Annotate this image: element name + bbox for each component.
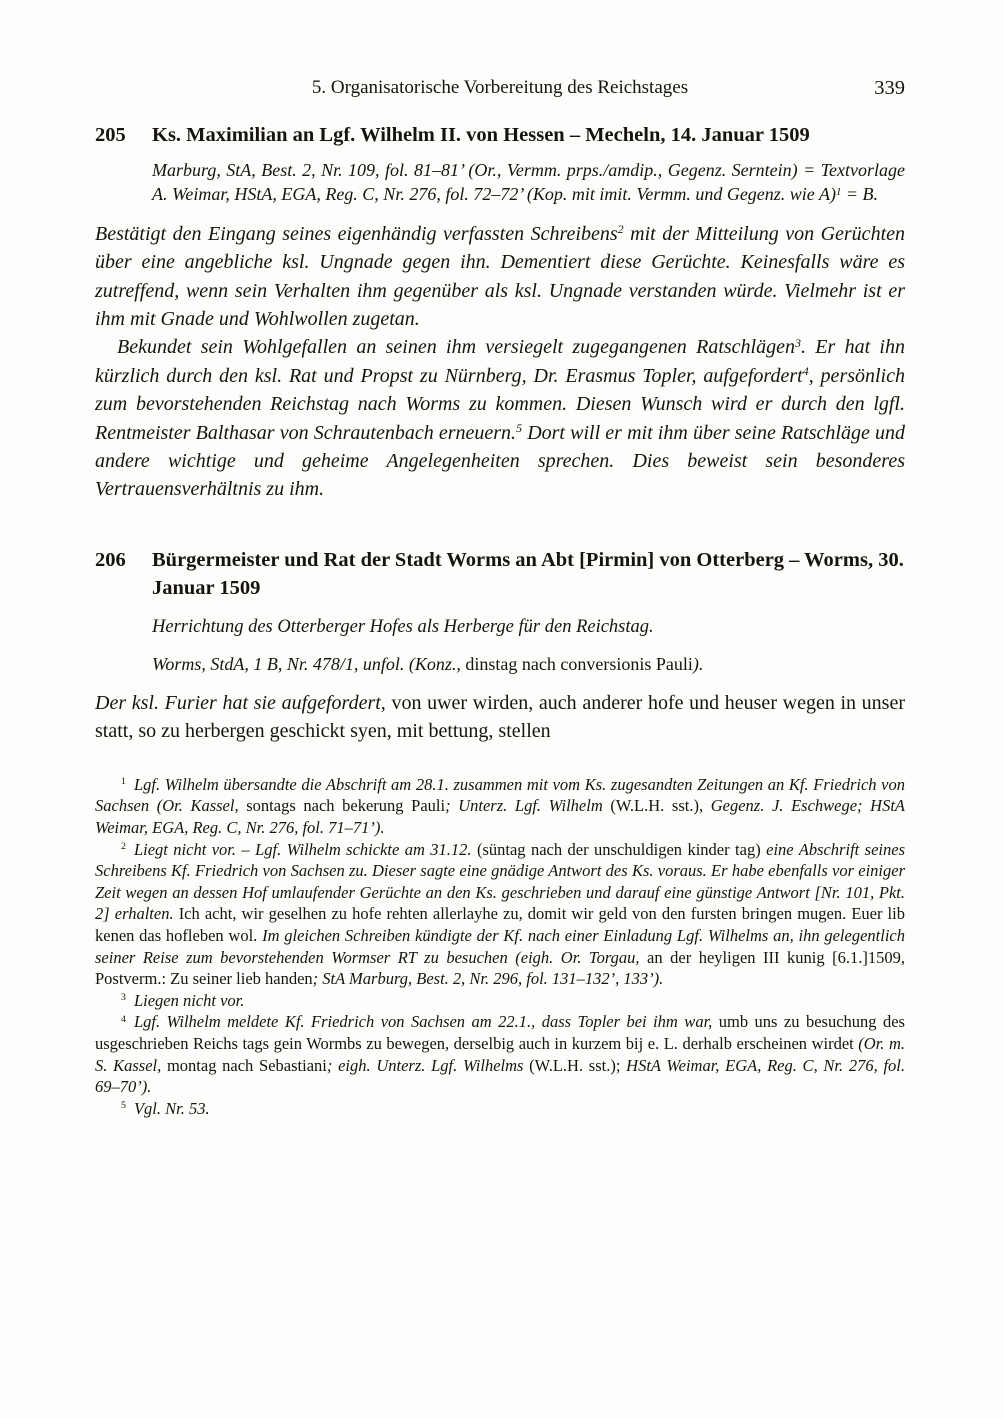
text-segment: mit der Mitteilung von Gerüchten über eine angebliche ksl. Ungnade gegen ihn. Dementiert diese Gerüchte. Keinesfalls wäre es zutreffend, wenn sein Verhalten ihm gegenüber als ksl. Ungnade verstanden würde. Vielmehr ist er ihm mit Gnade und Wohlwollen zugetan. [95,222,905,331]
entry-205-summary-paragraph-1 [95,220,905,334]
text-segment: Bekundet sein Wohlgefallen an seinen ihm versiegelt zugegangenen Ratschlägen [117,336,795,359]
text-segment: ; Unterz. Lgf. Wilhelm [445,796,611,816]
entry-206-heading [95,546,905,603]
footnote-5-text [134,1099,210,1118]
text-segment: sontags nach bekerung Pauli [246,796,446,816]
running-header-title: 5. Organisatorische Vorbereitung des Reichstages [311,77,689,98]
text-segment: HStA Weimar, EGA, Reg. C, Nr. 276, fol. 69–70’). [95,1055,905,1097]
entry-206-body-paragraph [95,689,905,746]
text-segment: ). [692,653,704,674]
entry-206-regest: Herrichtung des Otterberger Hofes als Herberge für den Reichstag. [152,617,654,638]
text-segment: [6.1.]1509, Postverm.: [95,947,905,989]
superscript-note-ref: 1 [835,185,842,198]
page-number: 339 [874,77,905,99]
footnote-3-text [134,991,244,1010]
superscript-note-ref: 4 [802,364,809,379]
text-segment: Im gleichen Schreiben kündigte der Kf. nach einer Einladung Lgf. Wilhelms an, ihn gelegentlich seiner Reise zum bevorstehenden Wormser RT zu besuchen (eigh. Or. Torgau, [95,926,905,967]
footnote-1-marker: 1 [121,776,126,788]
text-segment: (W.L.H. sst.); [529,1055,621,1075]
text-segment: montag nach Sebastiani [166,1055,327,1075]
superscript-note-ref: 3 [794,335,801,350]
text-segment: Marburg, StA, Best. 2, Nr. 109, fol. 81–81’ (Or., Vermm. prps./amdip., Gegenz. Serntein) = Textvorlage A. Weimar, HStA, EGA, Reg. C, Nr. 276, fol. 72–72’ (Kop. mit imit. Vermm. und Gegenz. wie A) [152,159,905,205]
footnote-5-marker: 5 [121,1100,126,1112]
text-segment: Bestätigt den Eingang seines eigenhändig verfassten Schreibens [95,222,618,245]
text-segment: Lgf. Wilhelm übersandte die Abschrift am 28.1. zusammen mit vom Ks. zugesandten Zeitungen an Kf. Friedrich von Sachsen (Or. Kassel, [95,774,905,816]
footnote-1 [95,774,905,839]
entry-206-number: 206 [95,548,126,571]
text-segment: an der heyligen III kunig [647,947,825,967]
entry-205-number: 205 [95,123,126,146]
superscript-note-ref: 5 [516,421,523,436]
text-segment: (W.L.H. sst.), [610,796,704,816]
running-header [95,76,905,101]
footnote-3-marker: 3 [121,992,126,1004]
text-segment: Worms, StdA, 1 B, Nr. 478/1, unfol. (Konz., [152,653,466,674]
entry-205-title: Ks. Maximilian an Lgf. Wilhelm II. von Hessen – Mecheln, 14. Januar 1509 [152,123,810,146]
superscript-note-ref: 2 [617,222,624,237]
footnotes-section [95,774,905,1120]
text-segment: ; StA Marburg, Best. 2, Nr. 296, fol. 131–132’, 133’). [312,969,664,989]
text-segment: Liegen nicht vor. [133,990,245,1010]
text-segment: eine Abschrift seines Schreibens Kf. Friedrich von Sachsen zu. Dieser sagte eine gnädige Antwort des Ks. voraus. Er habe ebenfalls vor einiger Zeit wegen an dessen Hof umlaufender Gerüchte an den Ks. geschrieben und darauf eine günstige Antwort [Nr. 101, Pkt. 2] erhalten. [95,839,905,924]
text-segment: Ich acht, wir geselhen zu hofe rehten allerlayhe zu, domit wir geld von den fursten bringen mugen. Euer lib kenen das hofleben wol. [95,904,905,946]
entry-205-summary-paragraph-2 [95,333,905,503]
footnote-2-text [95,840,905,989]
text-segment: = B. [841,184,879,205]
text-segment: von uwer wirden, auch anderer hofe und heuser wegen in unser statt, so zu herbergen geschickt syen, mit bettung, stellen [95,692,905,743]
entry-205-heading [95,121,905,149]
footnote-5 [95,1098,905,1120]
entry-206 [95,546,905,746]
text-segment: . Er hat ihn kürzlich durch den ksl. Rat und Propst zu Nürnberg, Dr. Erasmus Topler, aufgefordert [95,336,905,387]
text-segment: dinstag nach conversionis Pauli [465,653,693,674]
text-segment: Der ksl. Furier hat sie aufgefordert, [95,692,386,714]
text-segment: Lgf. Wilhelm meldete Kf. Friedrich von Sachsen am 22.1., dass Topler bei ihm war, [133,1012,719,1032]
text-segment: (süntag nach der unschuldigen kinder tag) [476,839,761,859]
footnote-2 [95,839,905,990]
text-segment: Zu seiner lieb handen [170,969,313,989]
entry-206-title: Bürgermeister und Rat der Stadt Worms an Abt [Pirmin] von Otterberg – Worms, 30. Januar 1509 [152,548,904,600]
footnote-4-marker: 4 [121,1014,126,1026]
text-segment: Dort will er mit ihm über seine Ratschläge und andere wichtige und geheime Angelegenheiten sprechen. Dies beweist sein besonderes Vertrauensverhältnis zu ihm. [95,421,906,501]
footnote-3 [95,990,905,1012]
footnote-1-text [95,775,905,837]
entry-205-archive-note [152,158,905,207]
text-segment: , persönlich zum bevorstehenden Reichstag nach Worms zu kommen. Diesen Wunsch wird er durch den lgfl. Rentmeister Balthasar von Schrautenbach erneuern. [95,364,905,444]
text-segment: umb uns zu besuchung des usgeschrieben Reichs tags gein Wormbs zu bewegen, derselbig auch in kurzem bij e. L. derhalb erscheinen wirdet [95,1012,905,1054]
footnote-2-marker: 2 [121,841,126,853]
entry-206-archive-note [152,652,905,676]
entry-205 [95,121,905,504]
footnote-4-text [95,1012,905,1096]
footnote-4 [95,1011,905,1097]
text-segment: ; eigh. Unterz. Lgf. Wilhelms [326,1055,530,1075]
text-segment: Gegenz. J. Eschwege; HStA Weimar, EGA, Reg. C, Nr. 276, fol. 71–71’). [95,796,905,837]
text-segment: (Or. m. S. Kassel, [95,1034,905,1075]
text-segment: Liegt nicht vor. – Lgf. Wilhelm schickte am 31.12. [133,839,477,859]
text-segment: Vgl. Nr. 53. [133,1098,210,1118]
